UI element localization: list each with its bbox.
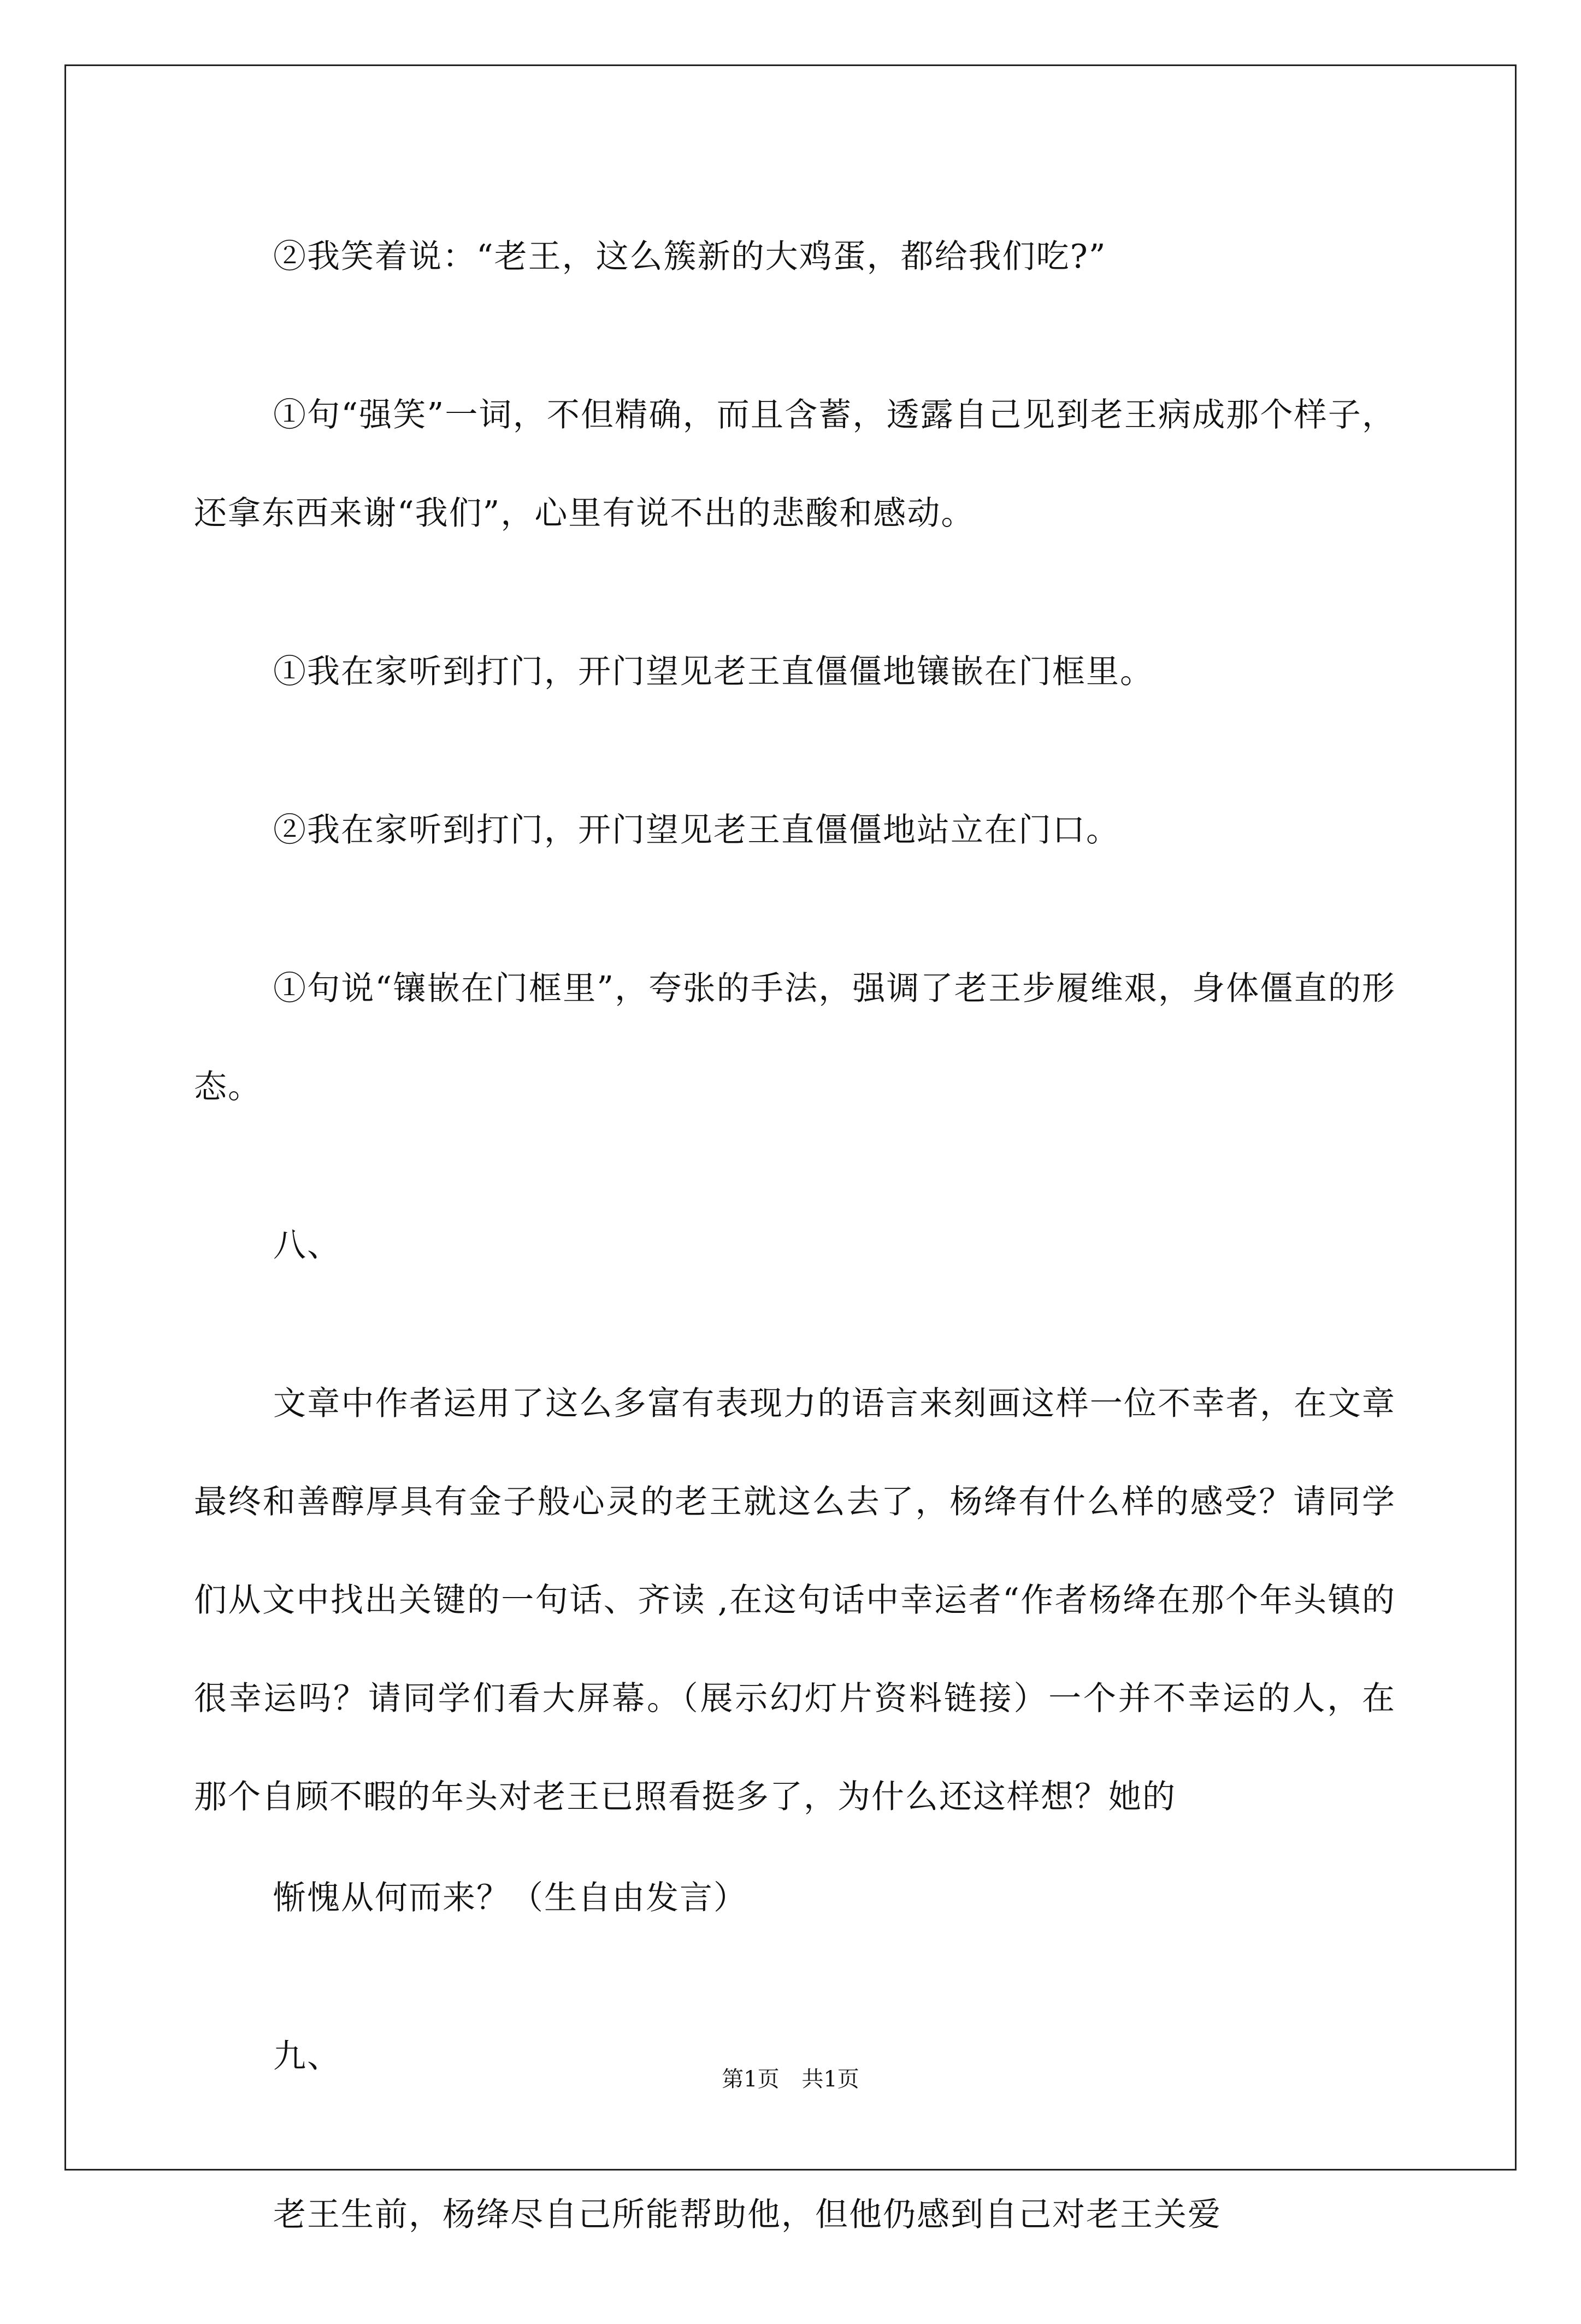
paragraph-3: ①我在家听到打门，开门望见老王直僵僵地镶嵌在门框里。 <box>273 653 1154 691</box>
page-number-total: 共1页 <box>801 2067 859 2092</box>
paragraph-2: ①句“强笑”一词，不但精确，而且含蓄，透露自己见到老王病成那个样子，还拿东西来谢“我们”，心里有说不出的悲酸和感动。 <box>194 396 1396 533</box>
paragraph-1: ②我笑着说：“老王，这么簇新的大鸡蛋，都给我们吃?” <box>273 238 1107 276</box>
section-heading-9: 九、 <box>273 2037 341 2075</box>
paragraph-8: 惭愧从何而来？（生自由发言） <box>273 1879 747 1917</box>
page-footer <box>0 2062 1581 2093</box>
paragraph-5: ①句说“镶嵌在门框里”，夸张的手法，强调了老王步履维艰，身体僵直的形态。 <box>194 969 1396 1106</box>
paragraph-10: 老王生前，杨绛尽自己所能帮助他，但他仍感到自己对老王关爱 <box>273 2196 1222 2234</box>
paragraph-4: ②我在家听到打门，开门望见老王直僵僵地站立在门口。 <box>273 811 1120 849</box>
paragraph-7: 文章中作者运用了这么多富有表现力的语言来刻画这样一位不幸者，在文章最终和善醇厚具有金子般心灵的老王就这么去了，杨绛有什么样的感受？请同学们从文中找出关键的一句话、齐读 ,在这句话中幸运者“作者杨绛在那个年头镇的很幸运吗？请同学们看大屏幕。（展示幻灯片资料链接）一个并不幸运的人，在那个自顾不暇的年头对老王已照看挺多了，为什么还这样想？她的 <box>194 1385 1396 1816</box>
section-heading-8: 八、 <box>273 1226 341 1264</box>
document-body <box>194 208 1396 2324</box>
page-number-current: 第1页 <box>722 2067 780 2092</box>
